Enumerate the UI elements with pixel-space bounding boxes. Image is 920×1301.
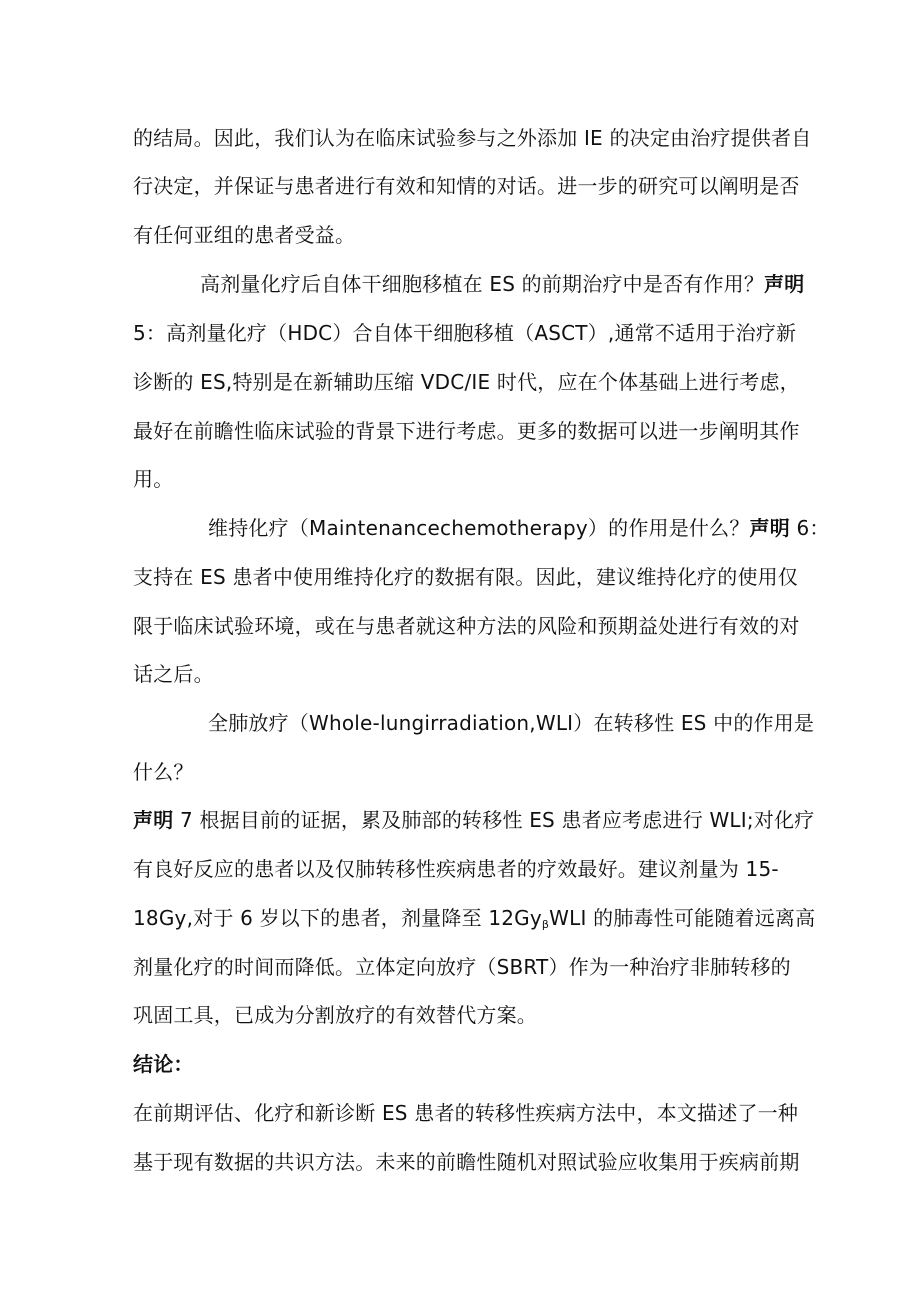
paragraph-line: 有良好反应的患者以及仅肺转移性疾病患者的疗效最好。建议剂量为 15- — [133, 857, 779, 881]
paragraph-line: 话之后。 — [133, 662, 214, 686]
paragraph-line: 什么？ — [133, 760, 194, 784]
paragraph-line: 巩固工具，已成为分割放疗的有效替代方案。 — [133, 1003, 537, 1027]
paragraph-line: 剂量化疗的时间而降低。立体定向放疗（SBRT）作为一种治疗非肺转移的 — [133, 955, 791, 979]
question-line — [200, 270, 804, 298]
paragraph-line: 用。 — [133, 467, 174, 491]
paragraph-line: 有任何亚组的患者受益。 — [133, 223, 356, 247]
statement-number: 6： — [789, 516, 830, 540]
paragraph-line: 限于临床试验环境，或在与患者就这种方法的风险和预期益处进行有效的对 — [133, 614, 800, 638]
text-segment: WLI 的肺毒性可能随着远离高 — [549, 906, 816, 930]
subscript-beta: β — [541, 918, 550, 931]
paragraph-line: 支持在 ES 患者中使用维持化疗的数据有限。因此，建议维持化疗的使用仅 — [133, 565, 799, 589]
statement-label: 声明 — [764, 272, 805, 296]
paragraph-line: 在前期评估、化疗和新诊断 ES 患者的转移性疾病方法中，本文描述了一种 — [133, 1101, 799, 1125]
paragraph-line: 行决定，并保证与患者进行有效和知情的对话。进一步的研究可以阐明是否 — [133, 174, 800, 198]
paragraph-line: 5：高剂量化疗（HDC）合自体干细胞移植（ASCT）,通常不适用于治疗新 — [133, 321, 797, 345]
question-text: 维持化疗（Maintenancechemotherapy）的作用是什么？ — [208, 516, 750, 540]
question-line: 全肺放疗（Whole-lungirradiation,WLI）在转移性 ES 中的作用是 — [208, 711, 815, 735]
statement-label: 声明 — [749, 516, 790, 540]
statement-line — [133, 806, 814, 834]
text-segment: 18Gy,对于 6 岁以下的患者，剂量降至 12Gy — [133, 906, 542, 930]
statement-text: 7 根据目前的证据，累及肺部的转移性 ES 患者应考虑进行 WLI;对化疗 — [173, 808, 815, 832]
paragraph-line: 的结局。因此，我们认为在临床试验参与之外添加 IE 的决定由治疗提供者自 — [133, 126, 812, 150]
statement-label: 声明 — [133, 808, 174, 832]
question-text: 高剂量化疗后自体干细胞移植在 ES 的前期治疗中是否有作用？ — [200, 272, 765, 296]
question-line — [208, 514, 830, 542]
paragraph-line: 最好在前瞻性临床试验的背景下进行考虑。更多的数据可以进一步阐明其作 — [133, 419, 800, 443]
paragraph-line — [133, 904, 815, 932]
paragraph-line: 基于现有数据的共识方法。未来的前瞻性随机对照试验应收集用于疾病前期 — [133, 1150, 800, 1174]
conclusion-heading: 结论： — [133, 1052, 194, 1076]
paragraph-line: 诊断的 ES,特别是在新辅助压缩 VDC/IE 时代，应在个体基础上进行考虑， — [133, 370, 800, 394]
